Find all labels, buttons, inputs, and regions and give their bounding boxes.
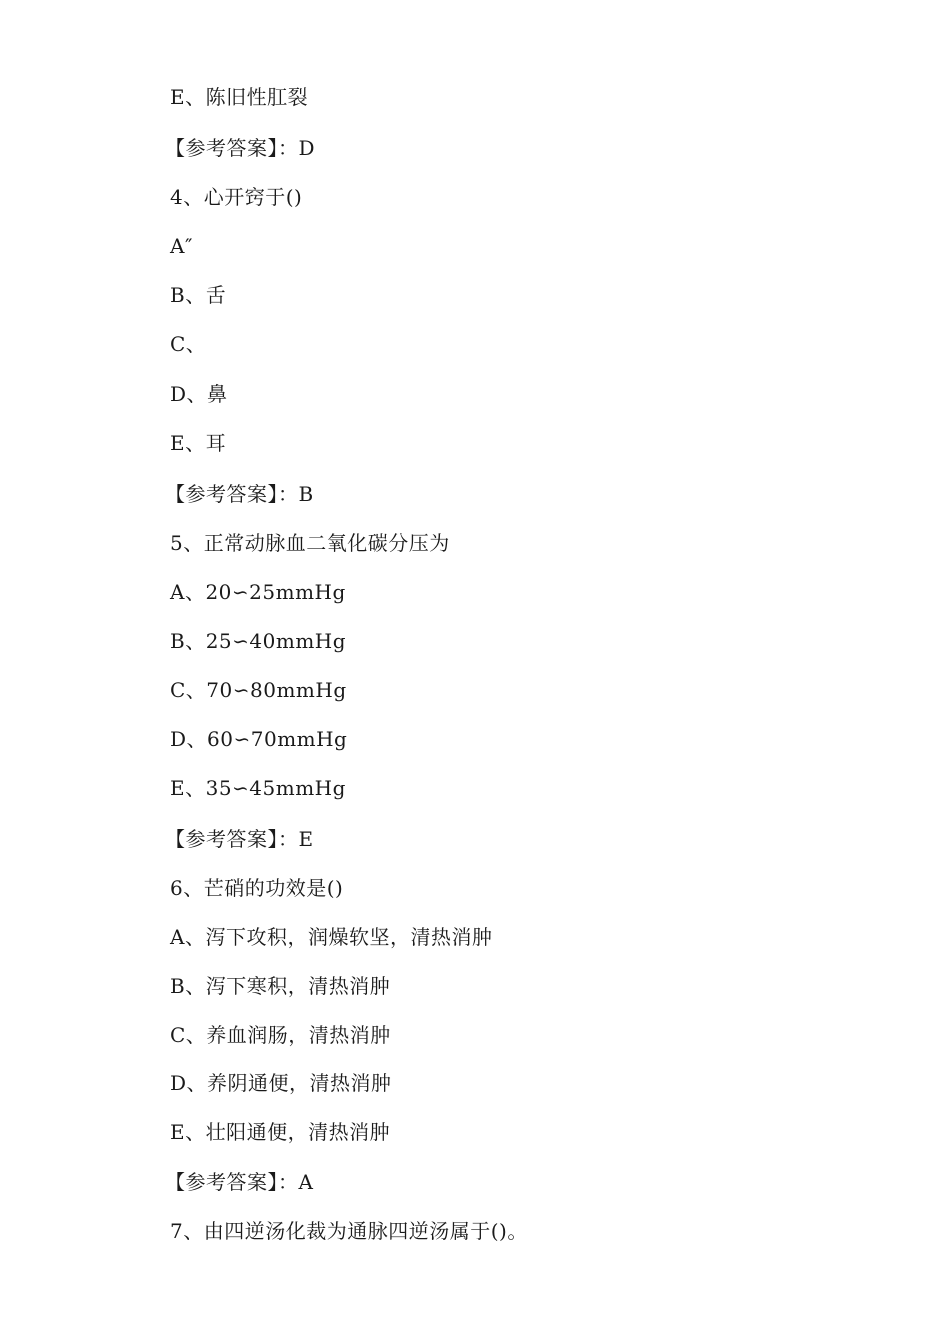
option-line: E、35∽45mmHg — [170, 776, 346, 800]
answer-line: 【参考答案】：E — [165, 827, 314, 851]
question-line: 7、由四逆汤化裁为通脉四逆汤属于()。 — [170, 1219, 528, 1243]
question-line: 5、正常动脉血二氧化碳分压为 — [170, 531, 450, 555]
option-line: D、养阴通便，清热消肿 — [170, 1071, 392, 1095]
option-line: D、鼻 — [170, 382, 228, 406]
option-line: A、20∽25mmHg — [170, 580, 346, 604]
answer-line: 【参考答案】：D — [165, 136, 316, 160]
option-line: C、养血润肠，清热消肿 — [170, 1023, 391, 1047]
option-line: A、泻下攻积，润燥软坚，清热消肿 — [170, 925, 493, 949]
option-line: B、舌 — [170, 283, 227, 307]
question-line: 6、芒硝的功效是() — [170, 876, 344, 900]
option-line: D、60∽70mmHg — [170, 727, 348, 751]
answer-line: 【参考答案】：A — [165, 1170, 314, 1194]
option-line: E、耳 — [170, 431, 227, 455]
option-line: A″ — [170, 234, 193, 258]
option-line: E、壮阳通便，清热消肿 — [170, 1120, 391, 1144]
option-line: E、陈旧性肛裂 — [170, 85, 309, 109]
option-line: B、泻下寒积，清热消肿 — [170, 974, 391, 998]
option-line: B、25∽40mmHg — [170, 629, 347, 653]
question-line: 4、心开窍于() — [170, 185, 303, 209]
answer-line: 【参考答案】：B — [165, 482, 314, 506]
option-line: C、 — [170, 332, 207, 356]
option-line: C、70∽80mmHg — [170, 678, 347, 702]
